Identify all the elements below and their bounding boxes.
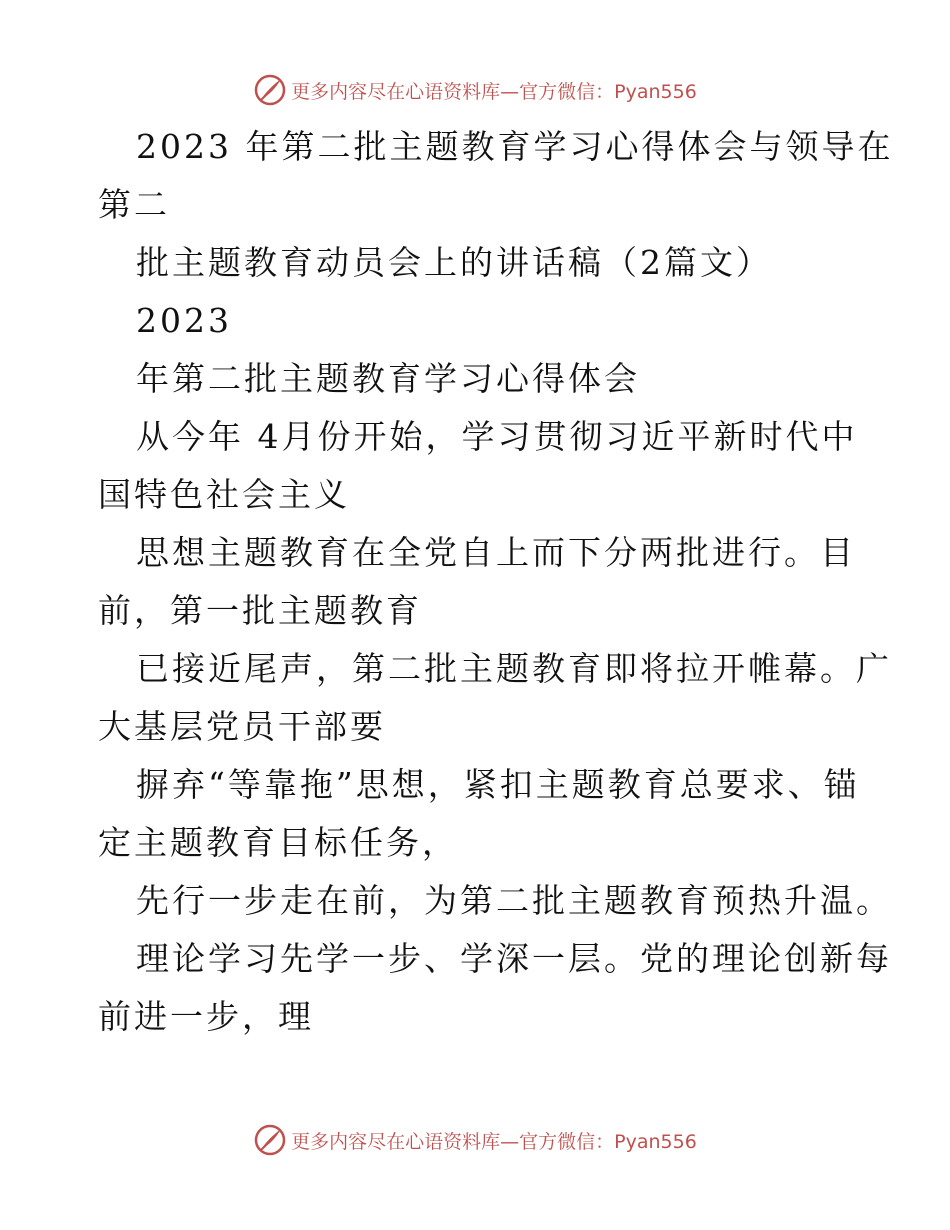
body-line: 国特色社会主义: [98, 475, 350, 514]
body-line: 第二: [98, 185, 170, 224]
footer-banner: [0, 1120, 950, 1160]
body-line: 2023 年第二批主题教育学习心得体会与领导在: [136, 127, 894, 166]
body-line: 前，第一批主题教育: [98, 591, 422, 630]
body-line: 先行一步走在前，为第二批主题教育预热升温。: [136, 881, 892, 920]
body-line: 批主题教育动员会上的讲话稿（2篇文）: [136, 243, 772, 282]
document-body: [98, 118, 894, 1046]
body-line: 年第二批主题教育学习心得体会: [136, 359, 640, 398]
banner-text: 更多内容尽在心语资料库—官方微信：Pyan556: [291, 80, 697, 103]
feather-pen-logo-icon: [253, 73, 287, 107]
body-line: 2023: [136, 301, 232, 340]
feather-pen-logo-icon: [253, 1123, 287, 1157]
body-line: 定主题教育目标任务，: [98, 823, 458, 862]
body-line: 思想主题教育在全党自上而下分两批进行。目: [136, 533, 856, 572]
body-line: 已接近尾声，第二批主题教育即将拉开帷幕。广: [136, 649, 892, 688]
banner-text: 更多内容尽在心语资料库—官方微信：Pyan556: [291, 1130, 697, 1153]
header-banner: [0, 70, 950, 110]
body-line: 从今年 4月份开始，学习贯彻习近平新时代中: [136, 417, 858, 456]
body-line: 摒弃“等靠拖”思想，紧扣主题教育总要求、锚: [136, 765, 860, 804]
body-line: 理论学习先学一步、学深一层。党的理论创新每: [136, 939, 892, 978]
body-line: 前进一步，理: [98, 997, 314, 1036]
body-line: 大基层党员干部要: [98, 707, 386, 746]
